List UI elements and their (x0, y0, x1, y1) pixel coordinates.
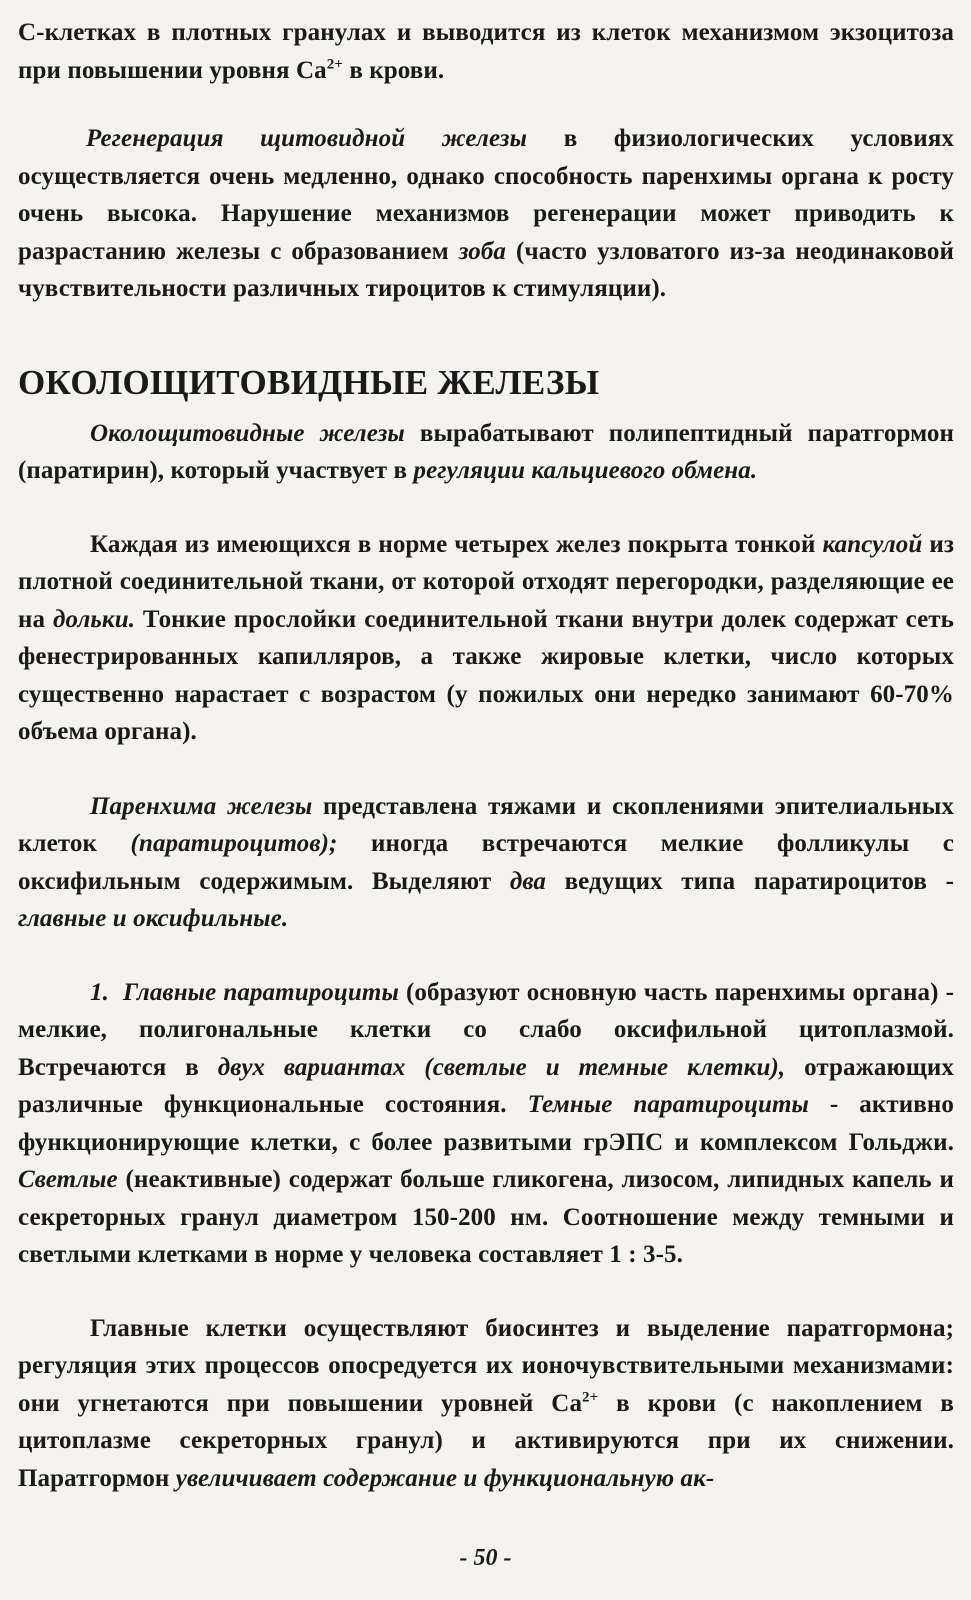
p7-text-2: в крови (с накоплением в цитоплазме секреторных гранул) и активируются при их снижении. Паратгормон (18, 1389, 954, 1492)
paragraph-parenchyma (18, 788, 954, 938)
paragraph-chief-function (18, 1310, 954, 1498)
p4-text-3: Тонкие прослойки соединительной ткани внутри долек содержат сеть фенестрированных капилляров, а также жировые клетки, число которых существенно нарастает с возрастом (у пожилых они нередко занимают 60-70% объема органа). (18, 605, 954, 745)
term-parathyroid: Околощитовидные железы (90, 419, 405, 447)
p4-text-1: Каждая из имеющихся в норме четырех желез покрыта тонкой (90, 530, 823, 558)
p6-text-3: - активно функционирующие клетки, с более развитыми грЭПС и комплексом Гольджи. (18, 1091, 954, 1156)
p4-text-2: из плотной соединительной ткани, от которой отходят перегородки, разделяющие ее на (18, 530, 954, 633)
p2-text-1: в физиологических условиях осуществляется очень медленно, однако способность паренхимы органа к росту очень высока. Нарушение механизмов регенерации может приводить к разрастанию железы с образованием (18, 125, 954, 265)
term-chief-parathyrocytes: Главные паратироциты (123, 978, 399, 1006)
section-heading: ОКОЛОЩИТОВИДНЫЕ ЖЕЛЕЗЫ (18, 362, 600, 402)
p5-text-3: ведущих типа паратироцитов - (546, 867, 954, 895)
term-increases-content: увеличивает содержание и функциональную ак- (175, 1464, 715, 1492)
term-lobules: дольки. (52, 605, 136, 633)
paragraph-capsule (18, 526, 954, 751)
term-parenchyma: Паренхима железы (90, 792, 313, 820)
term-two-variants: двух вариантах (светлые и темные клетки), (217, 1053, 786, 1081)
term-two: два (509, 867, 547, 895)
term-dark-parathyrocytes: Темные паратироциты (527, 1091, 809, 1118)
term-regeneration: Регенерация щитовидной железы (86, 125, 528, 152)
term-light: Светлые (18, 1166, 118, 1193)
term-calcium-regulation: регуляции кальциевого обмена. (413, 457, 758, 484)
paragraph-regeneration (18, 120, 954, 308)
paragraph-continuation (18, 14, 954, 89)
list-number: 1. (90, 978, 109, 1006)
p1-superscript: 2+ (326, 56, 343, 73)
p3-text-1: вырабатывают полипептидный паратгормон (паратирин), который участвует в (18, 419, 954, 484)
p1-text: С-клетках в плотных гранулах и выводится из клеток механизмом экзоцитоза при повышении уровня Са (18, 19, 954, 84)
p7-superscript: 2+ (582, 1389, 599, 1406)
p6-text-4: (неактивные) содержат больше гликогена, лизосом, липидных капель и секреторных гранул диаметром 150-200 нм. Соотношение между темными и светлыми клетками в норме у человека составляет 1 : 3-5. (18, 1166, 954, 1268)
term-capsule: капсулой (822, 530, 923, 558)
term-goiter: зоба (458, 237, 507, 265)
paragraph-parathyroid-intro (18, 415, 954, 490)
p7-text-1: Главные клетки осуществляют биосинтез и выделение паратгормона; регуляция этих процессов опосредуется их ионочувствительными механизмами: они угнетаются при повышении уровней Са (18, 1314, 954, 1417)
p5-text-1: представлена тяжами и скоплениями эпителиальных клеток (18, 792, 954, 857)
p6-text-1: (образуют основную часть паренхимы органа) - мелкие, полигональные клетки со слабо оксифильной цитоплазмой. Встречаются в (18, 978, 954, 1081)
page-number: - 50 - (459, 1545, 512, 1571)
paragraph-chief-cells (18, 974, 954, 1274)
p5-text-2: иногда встречаются мелкие фолликулы с оксифильным содержимым. Выделяют (18, 830, 954, 895)
term-cell-types: главные и оксифильные. (18, 905, 289, 932)
p2-text-2: (часто узловатого из-за неодинаковой чувствительности различных тироцитов к стимуляции). (18, 237, 954, 302)
document-page (18, 14, 954, 1497)
p6-text-2: отражающих различные функциональные состояния. (18, 1053, 955, 1118)
p1-tail: в крови. (343, 56, 445, 84)
term-parathyrocytes: (паратироцитов); (130, 830, 338, 857)
